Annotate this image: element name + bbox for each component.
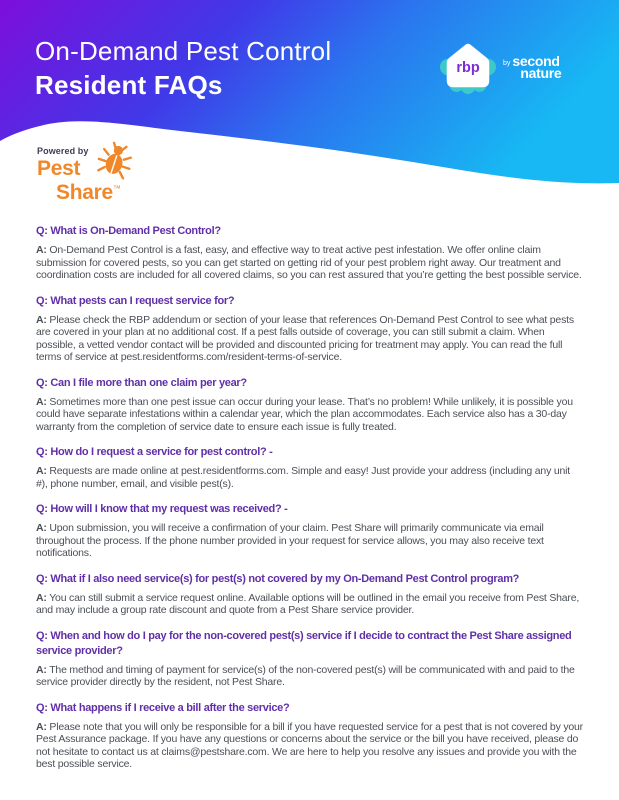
- faq-question: [36, 629, 583, 659]
- faq-item: [36, 572, 583, 617]
- question-prefix: Q:: [36, 294, 48, 307]
- second-nature-logo: [503, 55, 561, 79]
- question-prefix: Q:: [36, 572, 48, 585]
- answer-prefix: A:: [36, 395, 47, 408]
- answer-text: Upon submission, you will receive a confirmation of your claim. Pest Share will primarily communicate via email throughout the process. If the phone number provided in your request for service allows, you may also receive text notifications.: [36, 522, 544, 559]
- page-title: On-Demand Pest Control: [35, 36, 332, 66]
- answer-prefix: A:: [36, 591, 47, 604]
- faq-item: [36, 502, 583, 560]
- faq-item: [36, 294, 583, 364]
- faq-answer: [36, 465, 583, 490]
- question-text: How will I know that my request was received? -: [47, 503, 288, 515]
- faq-question: [36, 224, 583, 239]
- answer-text: Sometimes more than one pest issue can occur during your lease. That’s no problem! While unlikely, it is possible you could have separate infestations within a calendar year, which the plan accommodates. Each service also has a 30-day warranty from the completion of service date to ensure each issue is fully treated.: [36, 395, 573, 433]
- second-nature-word2: nature: [520, 65, 562, 81]
- answer-prefix: A:: [36, 313, 47, 326]
- question-prefix: Q:: [36, 503, 48, 515]
- faq-question: [36, 376, 583, 391]
- faq-answer: [36, 592, 583, 617]
- question-text: When and how do I pay for the non-covered pest(s) service if I decide to contract the Pest Share assigned service provider?: [36, 629, 572, 657]
- faq-item: [36, 629, 583, 689]
- faq-item: [36, 224, 583, 282]
- answer-text: Please check the RBP addendum or section of your lease that references On-Demand Pest Control to see what pests are covered in your plan at no additional cost. If a pest falls outside of coverage, you can still submit a claim. When possible, a vetted vendor contact will be provided and discounted pricing for treatment may apply. You can read the full terms of service at pest.residentforms.com/resident-terms-of-service.: [36, 313, 574, 363]
- question-prefix: Q:: [36, 376, 48, 389]
- faq-question: [36, 294, 583, 309]
- faq-question: [36, 445, 583, 460]
- question-text: What pests can I request service for?: [47, 294, 235, 307]
- question-text: What is On-Demand Pest Control?: [47, 225, 221, 237]
- trademark-symbol: ™: [112, 184, 121, 193]
- question-prefix: Q:: [36, 446, 48, 458]
- brand-lockup: [440, 38, 561, 94]
- bug-icon: [97, 141, 133, 181]
- answer-text: The method and timing of payment for service(s) of the non-covered pest(s) will be communicated with and paid to the service provider directly by the resident, not Pest Share.: [36, 663, 575, 688]
- faq-question: [36, 572, 583, 587]
- question-prefix: Q:: [36, 225, 48, 237]
- answer-prefix: A:: [36, 663, 47, 676]
- faq-question: [36, 701, 583, 716]
- answer-prefix: A:: [36, 720, 47, 733]
- question-prefix: Q:: [36, 701, 48, 714]
- second-nature-word1: second: [512, 53, 560, 69]
- rbp-logo: [440, 38, 496, 94]
- answer-prefix: A:: [36, 244, 47, 256]
- question-text: What if I also need service(s) for pest(s) not covered by my On-Demand Pest Control program?: [47, 572, 520, 585]
- answer-prefix: A:: [36, 522, 47, 534]
- faq-answer: [36, 522, 583, 560]
- second-nature-by: by: [503, 60, 511, 67]
- question-text: What happens if I receive a bill after the service?: [47, 701, 290, 714]
- pest-share-word1: Pest: [37, 157, 81, 180]
- faq-list: [0, 224, 619, 783]
- faq-item: [36, 701, 583, 771]
- powered-by-label: Powered by: [37, 146, 89, 156]
- answer-text: Please note that you will only be responsible for a bill if you have requested service for a pest that is not covered by your Pest Assurance package. If you have any questions or concerns about the service or the bill you have received, please do not hesitate to contact us at claims@pestshare.com. We are here to help you resolve any issues and provide you with the best possible service.: [36, 720, 583, 770]
- header-titles: [35, 36, 331, 100]
- rbp-house-icon: [440, 38, 496, 94]
- answer-prefix: A:: [36, 465, 47, 477]
- question-text: How do I request a service for pest control? -: [47, 446, 273, 458]
- question-prefix: Q:: [36, 629, 48, 642]
- faq-item: [36, 376, 583, 434]
- answer-text: Requests are made online at pest.residentforms.com. Simple and easy! Just provide your address (including any unit #), phone number, email, and visible pest(s).: [36, 465, 570, 490]
- answer-text: On-Demand Pest Control is a fast, easy, and effective way to treat active pest infestation. We offer online claim submission for covered pests, so you can get started on getting rid of your pest problem right away. Our treatment and coordination costs are included for all covered claims, so you can rest assured that you’re getting the best possible service.: [36, 244, 582, 281]
- question-text: Can I file more than one claim per year?: [47, 376, 247, 389]
- faq-answer: [36, 314, 583, 364]
- faq-answer: [36, 721, 583, 771]
- faq-answer: [36, 396, 583, 434]
- answer-text: You can still submit a service request online. Available options will be outlined in the email you receive from Pest Share, and may include a group rate discount and quote from a Pest Share service provider.: [36, 591, 580, 616]
- pest-share-lockup: [37, 146, 147, 202]
- rbp-logo-text: rbp: [456, 60, 480, 77]
- page-subtitle: Resident FAQs: [35, 70, 223, 100]
- faq-question: [36, 502, 583, 517]
- pest-share-word2: Share™: [56, 181, 121, 204]
- faq-answer: [36, 244, 583, 282]
- faq-item: [36, 445, 583, 490]
- faq-answer: [36, 664, 583, 689]
